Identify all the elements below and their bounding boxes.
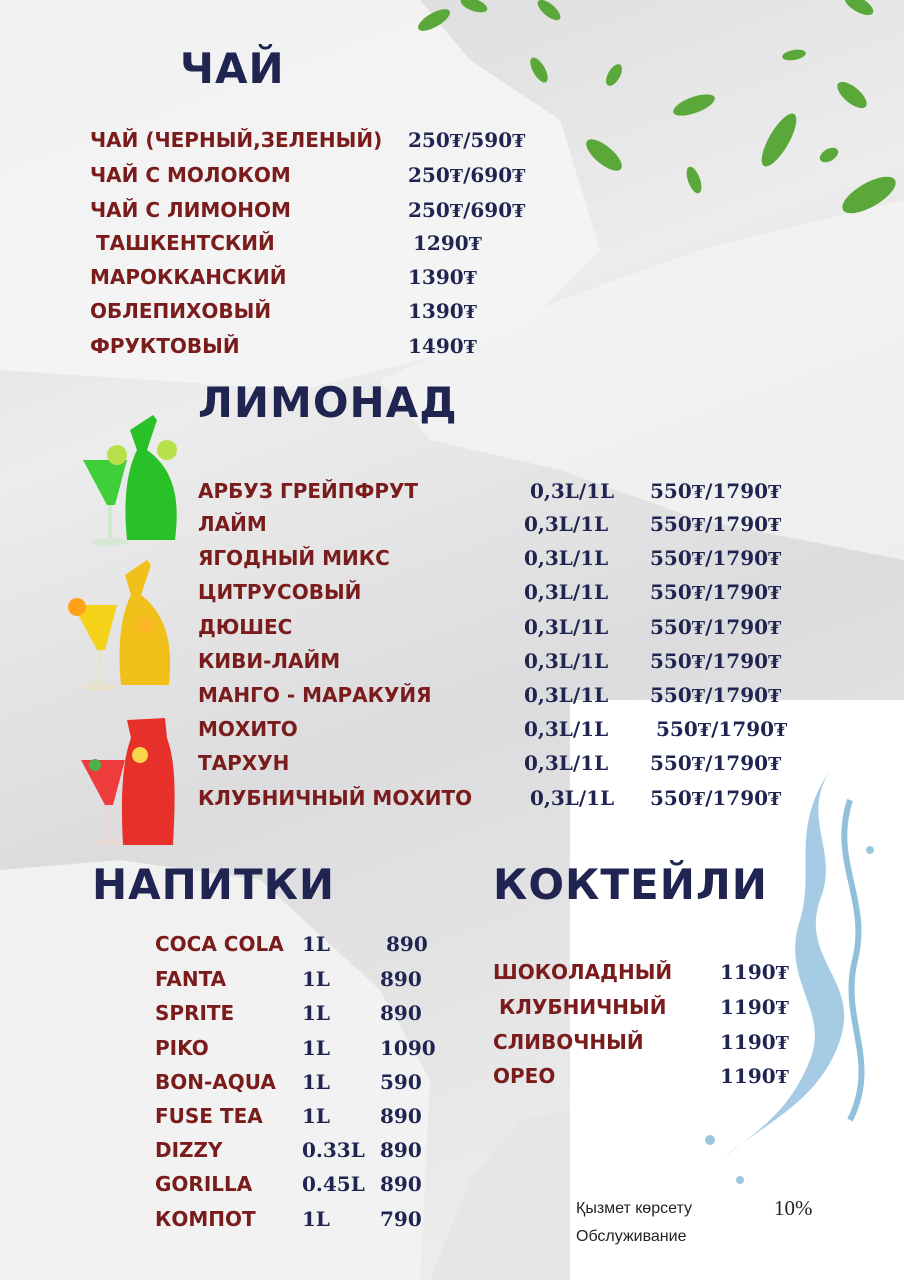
- drink-item-price: 890: [380, 1001, 422, 1025]
- lemonade-item-volume: 0,3L/1L: [524, 683, 609, 707]
- tea-item-price: 250₮/590₮: [408, 128, 526, 152]
- lemonade-item-name: КЛУБНИЧНЫЙ МОХИТО: [198, 786, 473, 810]
- cocktail-item-name: КЛУБНИЧНЫЙ: [499, 995, 667, 1019]
- drink-item-volume: 1L: [302, 1207, 330, 1231]
- drink-item-volume: 1L: [302, 932, 330, 956]
- drink-item-price: 890: [380, 1138, 422, 1162]
- tea-item-name: ОБЛЕПИХОВЫЙ: [90, 299, 272, 323]
- drink-item-price: 890: [380, 1104, 422, 1128]
- lemonade-item-price: 550₮/1790₮: [656, 717, 788, 741]
- drink-item-name: DIZZY: [155, 1138, 223, 1162]
- drink-item-volume: 1L: [302, 1070, 330, 1094]
- drink-item-price: 890: [380, 1172, 422, 1196]
- lemonade-item-volume: 0,3L/1L: [524, 512, 609, 536]
- drinks-section-title: НАПИТКИ: [92, 860, 336, 909]
- cocktail-item-price: 1190₮: [720, 1030, 790, 1054]
- yellow-lemonade-image: [65, 555, 175, 700]
- drink-item-name: КОМПОТ: [155, 1207, 256, 1231]
- lemonade-item-volume: 0,3L/1L: [524, 615, 609, 639]
- lemonade-item-price: 550₮/1790₮: [650, 649, 782, 673]
- green-lemonade-image: [75, 410, 185, 555]
- drink-item-volume: 1L: [302, 1036, 330, 1060]
- service-label-kz: Қызмет көрсету: [576, 1200, 692, 1217]
- cocktail-item-name: ОРЕО: [493, 1064, 556, 1088]
- drink-item-price: 890: [380, 967, 422, 991]
- tea-item-price: 250₮/690₮: [408, 163, 526, 187]
- tea-item-name: ЧАЙ (ЧЕРНЫЙ,ЗЕЛЕНЫЙ): [90, 128, 383, 152]
- tea-item-price: 1290₮: [413, 231, 483, 255]
- lemonade-item-volume: 0,3L/1L: [524, 580, 609, 604]
- lemonade-item-name: КИВИ-ЛАЙМ: [198, 649, 341, 673]
- drink-item-name: GORILLA: [155, 1172, 253, 1196]
- lemonade-item-price: 550₮/1790₮: [650, 546, 782, 570]
- lemonade-item-name: ЛАЙМ: [198, 512, 267, 536]
- tea-item-name: ЧАЙ С ЛИМОНОМ: [90, 198, 291, 222]
- tea-section-title: ЧАЙ: [180, 44, 285, 93]
- service-percent: 10%: [774, 1196, 813, 1220]
- lemonade-item-name: АРБУЗ ГРЕЙПФРУТ: [198, 479, 419, 503]
- lemonade-item-volume: 0,3L/1L: [524, 751, 609, 775]
- lemonade-item-name: ТАРХУН: [198, 751, 290, 775]
- lemonade-item-volume: 0,3L/1L: [524, 546, 609, 570]
- drink-item-name: BON-AQUA: [155, 1070, 276, 1094]
- cocktail-item-price: 1190₮: [720, 960, 790, 984]
- drink-item-price: 790: [380, 1207, 422, 1231]
- drink-item-volume: 1L: [302, 967, 330, 991]
- drink-item-name: FUSE TEA: [155, 1104, 263, 1128]
- lemonade-item-volume: 0,3L/1L: [524, 649, 609, 673]
- lemonade-item-price: 550₮/1790₮: [650, 683, 782, 707]
- service-label-ru: Обслуживание: [576, 1228, 687, 1245]
- lemonade-item-name: ЦИТРУСОВЫЙ: [198, 580, 362, 604]
- tea-item-price: 1390₮: [408, 265, 478, 289]
- drink-item-volume: 1L: [302, 1001, 330, 1025]
- cocktail-item-name: СЛИВОЧНЫЙ: [493, 1030, 644, 1054]
- red-lemonade-image: [75, 710, 185, 855]
- lemonade-item-price: 550₮/1790₮: [650, 615, 782, 639]
- cocktails-section-title: КОКТЕЙЛИ: [493, 860, 768, 909]
- lemonade-item-price: 550₮/1790₮: [650, 580, 782, 604]
- lemonade-item-name: МАНГО - МАРАКУЙЯ: [198, 683, 432, 707]
- tea-item-name: ФРУКТОВЫЙ: [90, 334, 240, 358]
- tea-item-name: МАРОККАНСКИЙ: [90, 265, 287, 289]
- drink-item-volume: 0.33L: [302, 1138, 365, 1162]
- lemonade-item-volume: 0,3L/1L: [530, 479, 615, 503]
- tea-item-price: 250₮/690₮: [408, 198, 526, 222]
- drink-item-price: 1090: [380, 1036, 436, 1060]
- lemonade-item-price: 550₮/1790₮: [650, 786, 782, 810]
- drink-item-name: PIKO: [155, 1036, 209, 1060]
- drink-item-name: SPRITE: [155, 1001, 235, 1025]
- tea-item-price: 1390₮: [408, 299, 478, 323]
- cocktail-item-price: 1190₮: [720, 1064, 790, 1088]
- lemonade-item-volume: 0,3L/1L: [524, 717, 609, 741]
- tea-item-name: ТАШКЕНТСКИЙ: [96, 231, 275, 255]
- tea-item-price: 1490₮: [408, 334, 478, 358]
- lemonade-item-price: 550₮/1790₮: [650, 479, 782, 503]
- tea-item-name: ЧАЙ С МОЛОКОМ: [90, 163, 291, 187]
- lemonade-item-name: ЯГОДНЫЙ МИКС: [198, 546, 390, 570]
- lemonade-item-volume: 0,3L/1L: [530, 786, 615, 810]
- lemonade-section-title: ЛИМОНАД: [198, 378, 458, 427]
- lemonade-item-name: МОХИТО: [198, 717, 298, 741]
- lemonade-item-price: 550₮/1790₮: [650, 512, 782, 536]
- drink-item-name: COCA COLA: [155, 932, 284, 956]
- water-splash-image: [680, 760, 900, 1200]
- cocktail-item-price: 1190₮: [720, 995, 790, 1019]
- lemonade-item-name: ДЮШЕС: [198, 615, 293, 639]
- drink-item-price: 890: [386, 932, 428, 956]
- drink-item-name: FANTA: [155, 967, 227, 991]
- drink-item-price: 590: [380, 1070, 422, 1094]
- cocktail-item-name: ШОКОЛАДНЫЙ: [493, 960, 673, 984]
- lemonade-item-price: 550₮/1790₮: [650, 751, 782, 775]
- drink-item-volume: 1L: [302, 1104, 330, 1128]
- drink-item-volume: 0.45L: [302, 1172, 365, 1196]
